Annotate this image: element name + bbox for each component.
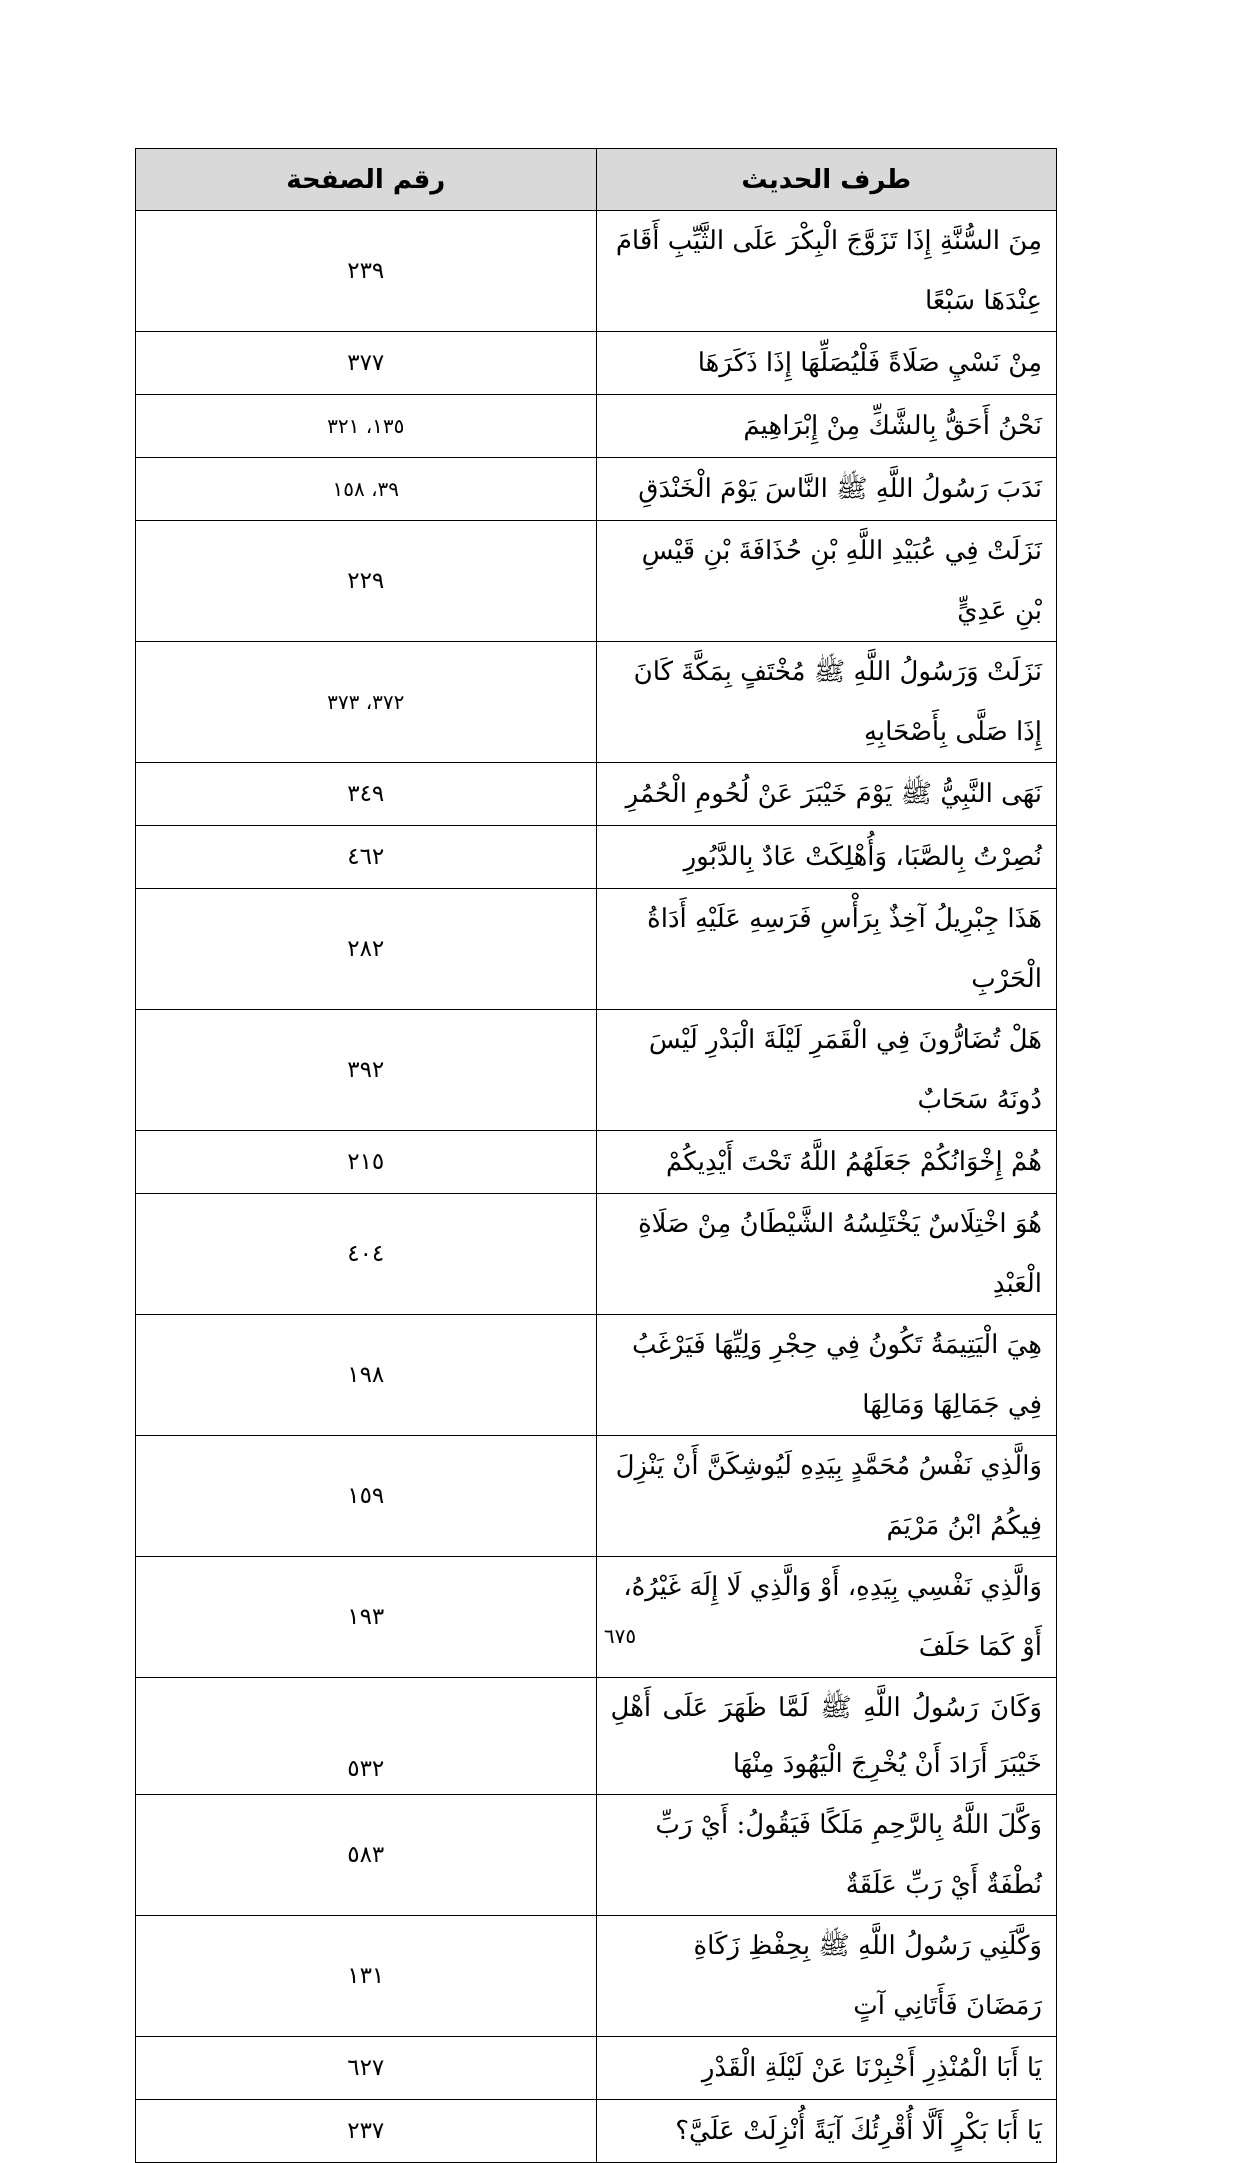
table-row xyxy=(136,1557,1057,1678)
page-cell: ١٥٩ xyxy=(136,1436,597,1557)
hadith-cell: نَهَى النَّبِيُّ ﷺ يَوْمَ خَيْبَرَ عَنْ لُحُومِ الْحُمُرِ xyxy=(596,763,1057,826)
hadith-cell: وَكَّلَنِي رَسُولُ اللَّهِ ﷺ بِحِفْظِ زَكَاةِ رَمَضَانَ فَأَتَانِي آتٍ xyxy=(596,1916,1057,2037)
page-cell: ١٣١ xyxy=(136,1916,597,2037)
page-cell: ٢١٥ xyxy=(136,1131,597,1194)
table-row xyxy=(136,2100,1057,2163)
table-row xyxy=(136,1916,1057,2037)
page-cell: ٢٨٢ xyxy=(136,889,597,1010)
page-cell: ٣٤٩ xyxy=(136,763,597,826)
hadith-cell: نَزَلَتْ وَرَسُولُ اللَّهِ ﷺ مُخْتَفٍ بِمَكَّةَ كَانَ إِذَا صَلَّى بِأَصْحَابِهِ xyxy=(596,642,1057,763)
page-cell: ٦٢٧ xyxy=(136,2037,597,2100)
hadith-index-table xyxy=(135,148,1057,2163)
table-row xyxy=(136,1010,1057,1131)
page-cell: ٣٧٢، ٣٧٣ xyxy=(136,642,597,763)
page-cell: ٣٧٧ xyxy=(136,332,597,395)
table-row xyxy=(136,1436,1057,1557)
hadith-cell: هِيَ الْيَتِيمَةُ تَكُونُ فِي حِجْرِ وَلِيِّهَا فَيَرْغَبُ فِي جَمَالِهَا وَمَالِهَا xyxy=(596,1315,1057,1436)
hadith-cell: يَا أَبَا الْمُنْذِرِ أَخْبِرْنَا عَنْ لَيْلَةِ الْقَدْرِ xyxy=(596,2037,1057,2100)
hadith-cell: نُصِرْتُ بِالصَّبَا، وَأُهْلِكَتْ عَادٌ بِالدَّبُورِ xyxy=(596,826,1057,889)
page-cell: ٤٦٢ xyxy=(136,826,597,889)
table-header-row xyxy=(136,149,1057,211)
table-row xyxy=(136,642,1057,763)
hadith-cell: مِنَ السُّنَّةِ إِذَا تَزَوَّجَ الْبِكْرَ عَلَى الثَّيِّبِ أَقَامَ عِنْدَهَا سَبْعًا xyxy=(596,211,1057,332)
hadith-cell: هُوَ اخْتِلَاسٌ يَخْتَلِسُهُ الشَّيْطَانُ مِنْ صَلَاةِ الْعَبْدِ xyxy=(596,1194,1057,1315)
page-cell: ١٣٥، ٣٢١ xyxy=(136,395,597,458)
table-row xyxy=(136,1315,1057,1436)
table-row xyxy=(136,763,1057,826)
hadith-cell: نَزَلَتْ فِي عُبَيْدِ اللَّهِ بْنِ حُذَافَةَ بْنِ قَيْسِ بْنِ عَدِيٍّ xyxy=(596,521,1057,642)
page-cell: ٤٠٤ xyxy=(136,1194,597,1315)
hadith-cell: هَلْ تُضَارُّونَ فِي الْقَمَرِ لَيْلَةَ الْبَدْرِ لَيْسَ دُونَهُ سَحَابٌ xyxy=(596,1010,1057,1131)
page-cell: ١٩٣ xyxy=(136,1557,597,1678)
table-row xyxy=(136,458,1057,521)
hadith-cell: وَكَّلَ اللَّهُ بِالرَّحِمِ مَلَكًا فَيَقُولُ: أَيْ رَبِّ نُطْفَةٌ أَيْ رَبِّ عَلَقَةٌ xyxy=(596,1795,1057,1916)
table-row xyxy=(136,2037,1057,2100)
page-cell: ٥٨٣ xyxy=(136,1795,597,1916)
table-row xyxy=(136,826,1057,889)
table-row xyxy=(136,1795,1057,1916)
hadith-cell: هُمْ إِخْوَانُكُمْ جَعَلَهُمُ اللَّهُ تَحْتَ أَيْدِيكُمْ xyxy=(596,1131,1057,1194)
hadith-cell: يَا أَبَا بَكْرٍ أَلَّا أُقْرِئُكَ آيَةً أُنْزِلَتْ عَلَيَّ؟ xyxy=(596,2100,1057,2163)
table-row xyxy=(136,332,1057,395)
hadith-cell: وَالَّذِي نَفْسُ مُحَمَّدٍ بِيَدِهِ لَيُوشِكَنَّ أَنْ يَنْزِلَ فِيكُمُ ابْنُ مَرْيَمَ xyxy=(596,1436,1057,1557)
column-header-hadith: طرف الحديث xyxy=(596,149,1057,211)
table-row xyxy=(136,395,1057,458)
hadith-cell: نَدَبَ رَسُولُ اللَّهِ ﷺ النَّاسَ يَوْمَ الْخَنْدَقِ xyxy=(596,458,1057,521)
page-cell: ٢٣٧ xyxy=(136,2100,597,2163)
table-row xyxy=(136,1678,1057,1795)
page-cell: ٣٩، ١٥٨ xyxy=(136,458,597,521)
page-cell: ١٩٨ xyxy=(136,1315,597,1436)
table-row xyxy=(136,1131,1057,1194)
page-cell: ٥٣٢ xyxy=(136,1678,597,1795)
column-header-page: رقم الصفحة xyxy=(136,149,597,211)
page-cell: ٢٣٩ xyxy=(136,211,597,332)
page-cell: ٣٩٢ xyxy=(136,1010,597,1131)
page-cell: ٢٢٩ xyxy=(136,521,597,642)
hadith-cell: وَكَانَ رَسُولُ اللَّهِ ﷺ لَمَّا ظَهَرَ عَلَى أَهْلِ خَيْبَرَ أَرَادَ أَنْ يُخْرِجَ الْيَهُودَ مِنْهَا xyxy=(596,1678,1057,1795)
hadith-cell: نَحْنُ أَحَقُّ بِالشَّكِّ مِنْ إِبْرَاهِيمَ xyxy=(596,395,1057,458)
table-row xyxy=(136,1194,1057,1315)
table-row xyxy=(136,889,1057,1010)
hadith-cell: مِنْ نَسْيِ صَلَاةً فَلْيُصَلِّهَا إِذَا ذَكَرَهَا xyxy=(596,332,1057,395)
table-row xyxy=(136,521,1057,642)
table-row xyxy=(136,211,1057,332)
page-number: ٦٧٥ xyxy=(603,1624,637,1648)
hadith-cell: وَالَّذِي نَفْسِي بِيَدِهِ، أَوْ وَالَّذِي لَا إِلَهَ غَيْرُهُ، أَوْ كَمَا حَلَفَ xyxy=(596,1557,1057,1678)
hadith-cell: هَذَا جِبْرِيلُ آخِذٌ بِرَأْسِ فَرَسِهِ عَلَيْهِ أَدَاةُ الْحَرْبِ xyxy=(596,889,1057,1010)
